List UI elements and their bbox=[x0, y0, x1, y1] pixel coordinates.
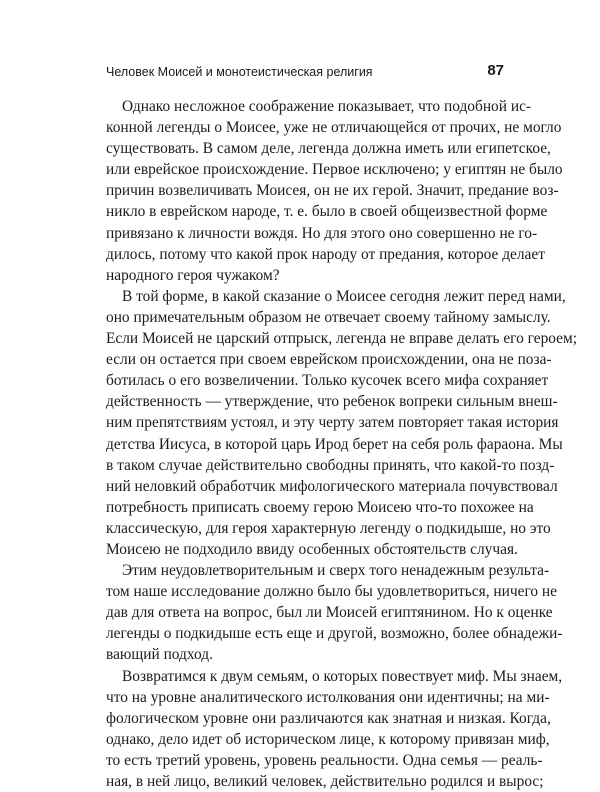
text-line: фологическом уровне они различаются как знатная и низкая. Когда, bbox=[106, 709, 551, 727]
text-line: никло в еврейском народе, т. е. было в своей общеизвестной форме bbox=[106, 203, 548, 221]
text-line: если он остается при своем еврейском происхождении, она не поза- bbox=[106, 351, 552, 369]
text-line: Если Моисей не царский отпрыск, легенда не вправе делать его героем; bbox=[106, 330, 577, 348]
text-line: или еврейское происхождение. Первое исключено; у египтян не было bbox=[106, 161, 563, 179]
text-line: вающий подход. bbox=[106, 646, 213, 664]
text-line: дав для ответа на вопрос, был ли Моисей египтянином. Но к оценке bbox=[106, 604, 553, 622]
text-line: существовать. В самом деле, легенда должна иметь или египетское, bbox=[106, 140, 551, 158]
text-line: однако, дело идет об историческом лице, к которому привязан миф, bbox=[106, 730, 550, 748]
text-line: том наше исследование должно было бы удовлетвориться, ничего не bbox=[106, 583, 557, 601]
text-line: народного героя чужаком? bbox=[106, 266, 280, 284]
body-text bbox=[106, 96, 577, 792]
text-line: то есть третий уровень, уровень реальности. Одна семья — реаль- bbox=[106, 751, 543, 769]
text-line: что на уровне аналитического истолкования они идентичны; на ми- bbox=[106, 688, 550, 706]
text-line: ботилась о его возвеличении. Только кусочек всего мифа сохраняет bbox=[106, 372, 549, 390]
paragraph bbox=[106, 96, 563, 286]
text-line: дилось, потому что какой прок народу от предания, которое делает bbox=[106, 245, 545, 263]
text-line: причин возвеличивать Моисея, он не их герой. Значит, предание воз- bbox=[106, 182, 559, 200]
text-line: легенды о подкидыше есть еще и другой, возможно, более обнадежи- bbox=[106, 625, 563, 643]
text-line: классическую, для героя характерную легенду о подкидыше, но это bbox=[106, 519, 551, 537]
paragraph bbox=[106, 666, 563, 792]
text-line: Моисею не подходило ввиду особенных обстоятельств случая. bbox=[106, 540, 518, 558]
text-line: Этим неудовлетворительным и сверх того ненадежным результа- bbox=[122, 562, 550, 580]
running-header bbox=[106, 62, 504, 84]
text-line: конной легенды о Моисее, уже не отличающейся от прочих, не могло bbox=[106, 119, 562, 137]
page-number: 87 bbox=[487, 62, 504, 79]
text-line: оно примечательным образом не отвечает своему тайному замыслу. bbox=[106, 308, 551, 326]
text-line: Однако несложное соображение показывает, что подобной ис- bbox=[122, 98, 532, 115]
text-line: ним препятствиям устоял, и эту черту затем повторяет такая история bbox=[106, 414, 559, 432]
paragraph bbox=[106, 560, 563, 665]
paragraph bbox=[106, 286, 577, 560]
text-line: детства Иисуса, в которой царь Ирод берет на себя роль фараона. Мы bbox=[106, 435, 563, 453]
text-line: В той форме, в какой сказание о Моисее сегодня лежит перед нами, bbox=[122, 287, 566, 305]
text-line: потребность приписать своему герою Моисею что-то похожее на bbox=[106, 498, 534, 516]
text-line: привязано к личности вождя. Но для этого оно совершенно не го- bbox=[106, 224, 538, 242]
text-line: ная, в ней лицо, великий человек, действительно родился и вырос; bbox=[106, 773, 544, 790]
text-line: Возвратимся к двум семьям, о которых повествует миф. Мы знаем, bbox=[122, 667, 563, 685]
running-title: Человек Моисей и монотеистическая религия bbox=[106, 65, 373, 79]
text-line: в таком случае действительно свободны принять, что какой-то позд- bbox=[106, 456, 555, 474]
text-line: ний неловкий обработчик мифологического материала почувствовал bbox=[106, 477, 558, 495]
text-line: действенность — утверждение, что ребенок вопреки сильным внеш- bbox=[106, 393, 558, 411]
